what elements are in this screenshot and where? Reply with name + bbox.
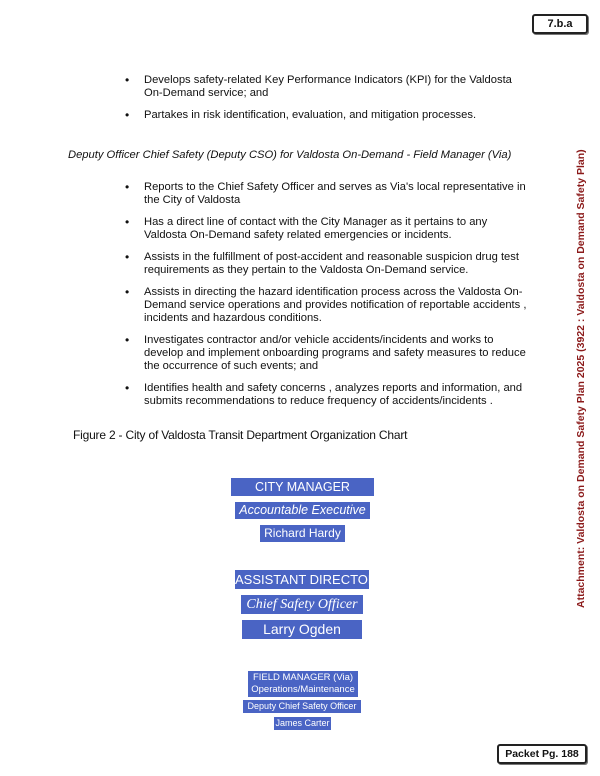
city-manager-role: Accountable Executive [235,502,370,519]
assistant-director-role: Chief Safety Officer [241,595,363,614]
list-item: • Assists in the fulfillment of post-accident and reasonable suspicion drug test requirements as they pertain to the Valdosta On-Demand service. [124,251,532,277]
list-item: • Develops safety-related Key Performance Indicators (KPI) for the Valdosta On-Demand service; and [124,74,532,100]
list-item: • Reports to the Chief Safety Officer and serves as Via's local representative in the City of Valdosta [124,181,532,207]
list-item: • Assists in directing the hazard identification process across the Valdosta On-Demand service operations and provides notification of reportable accidents , incidents and hazardous conditions. [124,286,532,325]
assistant-director-title: ASSISTANT DIRECTOR [235,572,378,587]
responsibilities-list-top [124,74,532,131]
field-manager-title-line2: Operations/Maintenance [251,684,355,695]
list-item: • Identifies health and safety concerns , analyzes reports and information, and submits recommendations to reduce frequency of accidents/incidents . [124,382,532,408]
field-manager-name: James Carter [275,718,330,728]
list-item: • Has a direct line of contact with the City Manager as it pertains to any Valdosta On-Demand safety related emergencies or incidents. [124,216,532,242]
list-item: • Investigates contractor and/or vehicle accidents/incidents and works to develop and implement onboarding programs and safety measures to reduce the occurrence of such events; and [124,334,532,373]
list-item: • Partakes in risk identification, evaluation, and mitigation processes. [124,109,532,122]
attachment-label: Attachment: Valdosta on Demand Safety Plan 2025 (3922 : Valdosta on Demand Safety Plan) [575,149,587,608]
field-manager-title-line1: FIELD MANAGER (Via) [252,672,354,683]
city-manager-title: CITY MANAGER [231,478,374,496]
assistant-director-name: Larry Ogden [242,620,362,639]
deputy-responsibilities-list [124,181,532,417]
packet-page-number: Packet Pg. 188 [497,744,587,764]
section-title: Deputy Officer Chief Safety (Deputy CSO) for Valdosta On-Demand - Field Manager (Via) [68,149,512,161]
city-manager-name: Richard Hardy [260,525,345,542]
agenda-item-tag: 7.b.a [532,14,588,34]
field-manager-role: Deputy Chief Safety Officer [243,700,361,713]
figure-caption: Figure 2 - City of Valdosta Transit Department Organization Chart [73,428,408,442]
field-manager-title [248,671,358,697]
